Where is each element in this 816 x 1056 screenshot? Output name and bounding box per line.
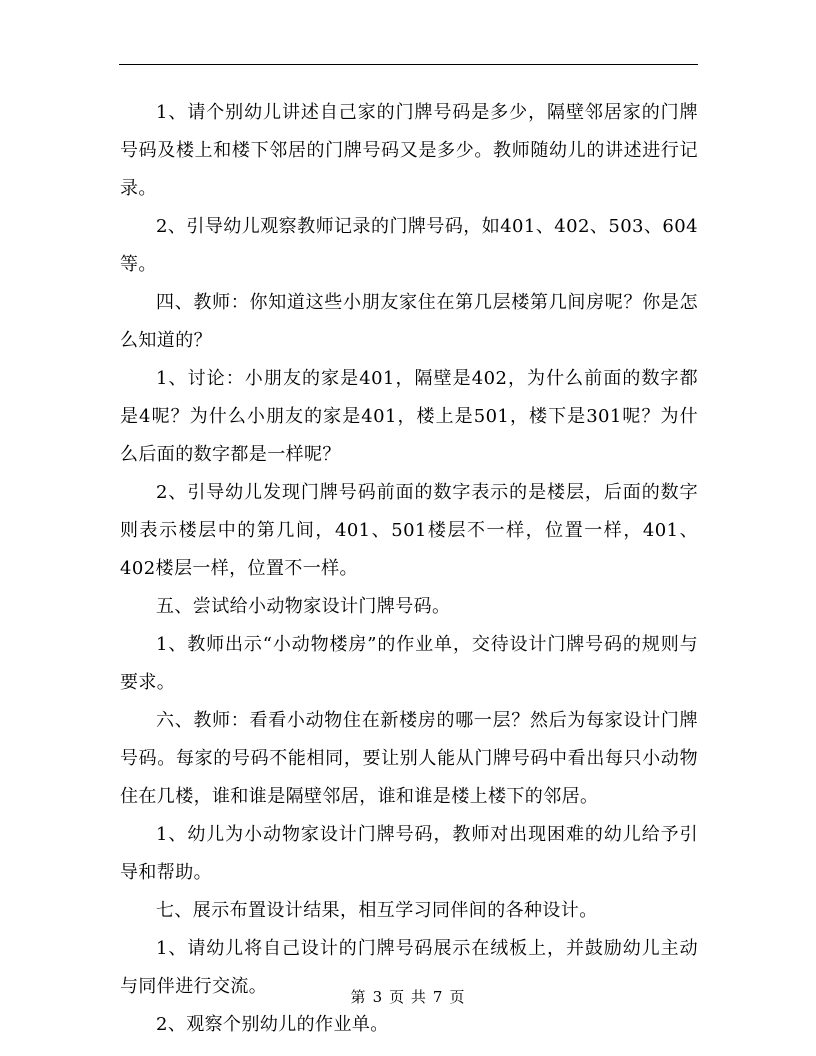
paragraph: 2、引导幼儿观察教师记录的门牌号码，如401、402、503、604等。 — [120, 216, 698, 275]
document-body — [120, 94, 698, 1044]
footer-suffix: 页 — [449, 988, 466, 1006]
paragraph: 七、展示布置设计结果，相互学习同伴间的各种设计。 — [156, 900, 598, 921]
paragraph: 2、引导幼儿发现门牌号码前面的数字表示的是楼层，后面的数字则表示楼层中的第几间，401、501楼层不一样，位置一样，401、402楼层一样，位置不一样。 — [120, 482, 698, 579]
paragraph: 2、观察个别幼儿的作业单。 — [156, 1014, 389, 1035]
current-page-number: 3 — [372, 988, 384, 1006]
paragraph: 1、请幼儿将自己设计的门牌号码展示在绒板上，并鼓励幼儿主动与同伴进行交流。 — [120, 938, 698, 997]
paragraph: 四、教师：你知道这些小朋友家住在第几层楼第几间房呢？你是怎么知道的？ — [120, 292, 698, 351]
header-rule — [119, 64, 698, 65]
paragraph: 1、请个别幼儿讲述自己家的门牌号码是多少，隔壁邻居家的门牌号码及楼上和楼下邻居的门牌号码又是多少。教师随幼儿的讲述进行记录。 — [120, 102, 698, 199]
footer-prefix: 第 — [350, 988, 367, 1006]
paragraph: 六、教师：看看小动物住在新楼房的哪一层？然后为每家设计门牌号码。每家的号码不能相同，要让别人能从门牌号码中看出每只小动物住在几楼，谁和谁是隔壁邻居，谁和谁是楼上楼下的邻居。 — [120, 710, 698, 807]
paragraph: 1、幼儿为小动物家设计门牌号码，教师对出现困难的幼儿给予引导和帮助。 — [120, 824, 698, 883]
page-footer — [0, 987, 816, 1007]
paragraph: 五、尝试给小动物家设计门牌号码。 — [156, 596, 451, 617]
total-pages-number: 7 — [432, 988, 444, 1006]
paragraph: 1、讨论：小朋友的家是401，隔壁是402，为什么前面的数字都是4呢？为什么小朋友的家是401，楼上是501，楼下是301呢？为什么后面的数字都是一样呢？ — [120, 368, 698, 465]
footer-middle: 页 共 — [389, 988, 427, 1006]
paragraph: 1、教师出示“小动物楼房”的作业单，交待设计门牌号码的规则与要求。 — [120, 634, 698, 693]
